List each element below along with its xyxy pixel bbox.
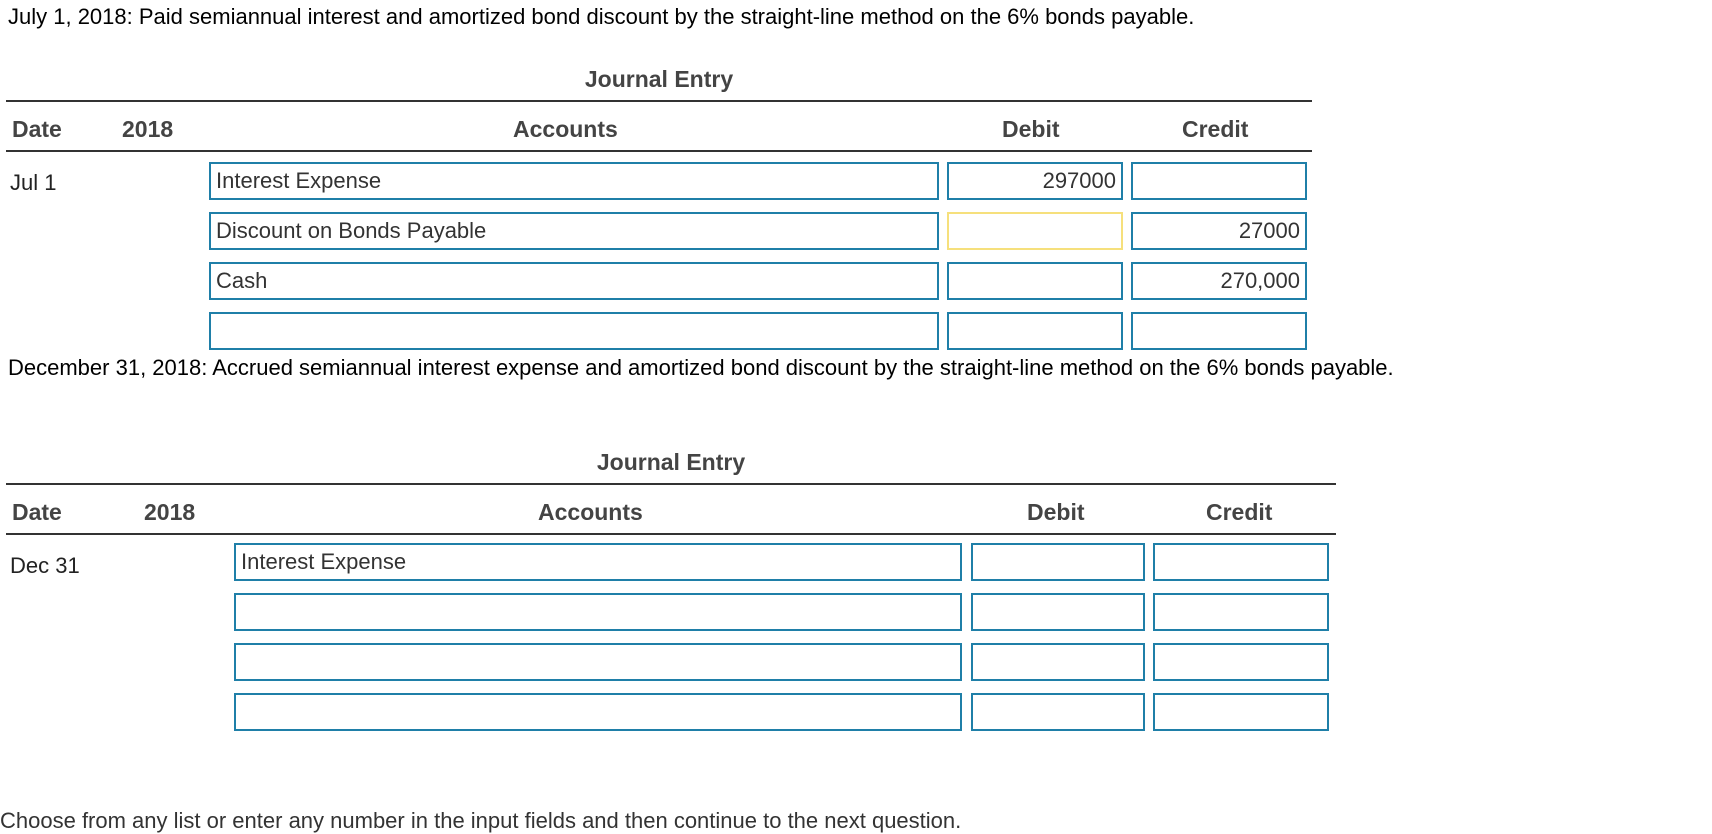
debit-field-3[interactable] <box>971 643 1145 681</box>
journal-entry-2 <box>6 445 1336 735</box>
credit-field-2[interactable]: 27000 <box>1131 212 1307 250</box>
journal-header-row <box>6 485 1336 535</box>
header-year: 2018 <box>122 116 174 142</box>
debit-field-1[interactable] <box>971 543 1145 581</box>
header-debit: Debit <box>1027 499 1085 525</box>
debit-field-2[interactable] <box>971 593 1145 631</box>
account-field-1[interactable]: Interest Expense <box>209 162 939 200</box>
header-accounts: Accounts <box>513 116 618 142</box>
header-date: Date <box>12 116 62 142</box>
header-debit: Debit <box>1002 116 1060 142</box>
journal-entry-1 <box>6 62 1312 352</box>
credit-field-4[interactable] <box>1131 312 1307 350</box>
header-date: Date <box>12 499 62 525</box>
credit-field-2[interactable] <box>1153 593 1329 631</box>
journal-entry-title: Journal Entry <box>596 449 746 475</box>
account-field-4[interactable] <box>234 693 962 731</box>
journal-header-row <box>6 102 1312 152</box>
debit-field-2[interactable] <box>947 212 1123 250</box>
credit-field-1[interactable] <box>1153 543 1329 581</box>
debit-field-1[interactable]: 297000 <box>947 162 1123 200</box>
journal-entry-title: Journal Entry <box>584 66 734 92</box>
account-field-1[interactable]: Interest Expense <box>234 543 962 581</box>
header-credit: Credit <box>1206 499 1273 525</box>
account-field-4[interactable] <box>209 312 939 350</box>
debit-field-3[interactable] <box>947 262 1123 300</box>
account-field-3[interactable] <box>234 643 962 681</box>
account-field-3[interactable]: Cash <box>209 262 939 300</box>
entry1-prompt: July 1, 2018: Paid semiannual interest and amortized bond discount by the straight-line method on the 6% bonds payable. <box>8 4 1195 29</box>
debit-field-4[interactable] <box>971 693 1145 731</box>
instruction-footer: Choose from any list or enter any number in the input fields and then continue to the next question. <box>0 808 962 833</box>
credit-field-3[interactable] <box>1153 643 1329 681</box>
account-field-2[interactable]: Discount on Bonds Payable <box>209 212 939 250</box>
entry-date: Jul 1 <box>10 170 57 195</box>
entry2-prompt: December 31, 2018: Accrued semiannual interest expense and amortized bond discount by the straight-line method on the 6% bonds payable. <box>8 355 1394 380</box>
header-accounts: Accounts <box>538 499 643 525</box>
credit-field-1[interactable] <box>1131 162 1307 200</box>
credit-field-4[interactable] <box>1153 693 1329 731</box>
header-credit: Credit <box>1182 116 1249 142</box>
credit-field-3[interactable]: 270,000 <box>1131 262 1307 300</box>
header-year: 2018 <box>144 499 196 525</box>
entry-date: Dec 31 <box>10 553 80 578</box>
debit-field-4[interactable] <box>947 312 1123 350</box>
account-field-2[interactable] <box>234 593 962 631</box>
